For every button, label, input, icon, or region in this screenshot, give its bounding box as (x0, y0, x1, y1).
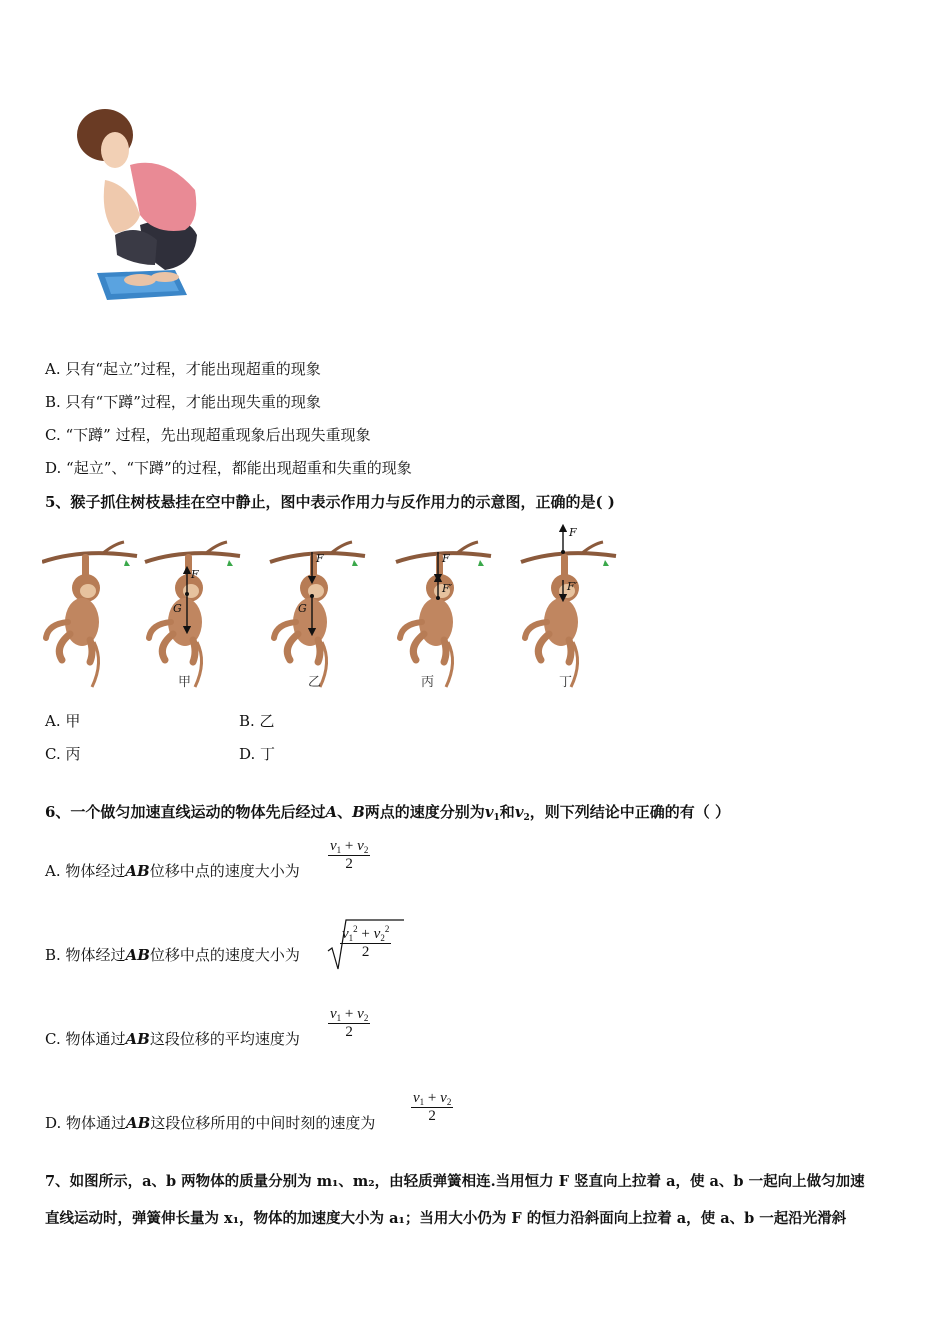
q5-option-c: C. 丙 (45, 745, 81, 763)
caption-jia: 甲 (178, 675, 192, 690)
q6-option-c: C. 物体通过AB这段位移的平均速度为 (45, 1030, 300, 1048)
q5-option-a: A. 甲 (45, 712, 81, 730)
q6-option-b: B. 物体经过AB位移中点的速度大小为 (45, 946, 300, 964)
q6-option-b-formula: $v_1^2 + v_2^2$ 2 (342, 924, 390, 960)
q4-option-a: A. 只有“起立”过程，才能出现超重的现象 (45, 360, 321, 378)
caption-ding: 丁 (559, 675, 573, 690)
q6-option-d-formula: $v_1 + v_2$ 2 (413, 1090, 452, 1124)
monkey-bing (396, 542, 491, 687)
q6-stem: 6、一个做匀加速直线运动的物体先后经过A、B两点的速度分别为$v_1$和$v_2$，则下列结论中正确的有（ ） (45, 803, 731, 823)
squatting-woman-photo (45, 105, 230, 310)
q6-option-a-formula: $v_1 + v_2$ 2 (330, 838, 369, 872)
monkey-force-diagrams (42, 522, 632, 692)
q5-option-b: B. 乙 (239, 712, 275, 730)
q6-option-d: D. 物体通过AB这段位移所用的中间时刻的速度为 (45, 1114, 376, 1132)
q6-option-c-formula: $v_1 + v_2$ 2 (330, 1006, 369, 1040)
monkey-yi (270, 542, 365, 687)
q4-option-c: C. “下蹲” 过程，先出现超重现象后出现失重现象 (45, 426, 371, 444)
q4-option-d: D. “起立”、“下蹲”的过程，都能出现超重和失重的现象 (45, 459, 412, 477)
q5-option-d: D. 丁 (239, 745, 276, 763)
label-Fprime-ding: F′ (567, 580, 578, 593)
monkey-jia (145, 542, 240, 687)
monkey-plain (42, 542, 137, 687)
label-F-jia: F (191, 568, 199, 581)
q6-option-a: A. 物体经过AB位移中点的速度大小为 (45, 862, 300, 880)
q7-line-1: 7、如图所示，a、b 两物体的质量分别为 m₁、m₂，由轻质弹簧相连.当用恒力 F 竖直向上拉着 a，使 a、b 一起向上做匀加速 (45, 1173, 865, 1190)
label-F-bing: F (442, 552, 450, 565)
caption-bing: 丙 (421, 675, 435, 690)
monkey-ding (521, 526, 616, 687)
label-F-yi: F (316, 552, 324, 565)
q4-option-b: B. 只有“下蹲”过程，才能出现失重的现象 (45, 393, 321, 411)
label-G-jia: G (173, 602, 182, 615)
label-Fprime-bing: F′ (442, 582, 453, 595)
q7-line-2: 直线运动时，弹簧伸长量为 x₁，物体的加速度大小为 a₁；当用大小仍为 F 的恒力沿斜面向上拉着 a，使 a、b 一起沿光滑斜 (45, 1210, 847, 1227)
label-G-yi: G (298, 602, 307, 615)
q5-stem: 5、猴子抓住树枝悬挂在空中静止，图中表示作用力与反作用力的示意图，正确的是( ) (45, 493, 615, 511)
caption-yi: 乙 (308, 675, 322, 690)
label-F-ding: F (569, 526, 577, 539)
